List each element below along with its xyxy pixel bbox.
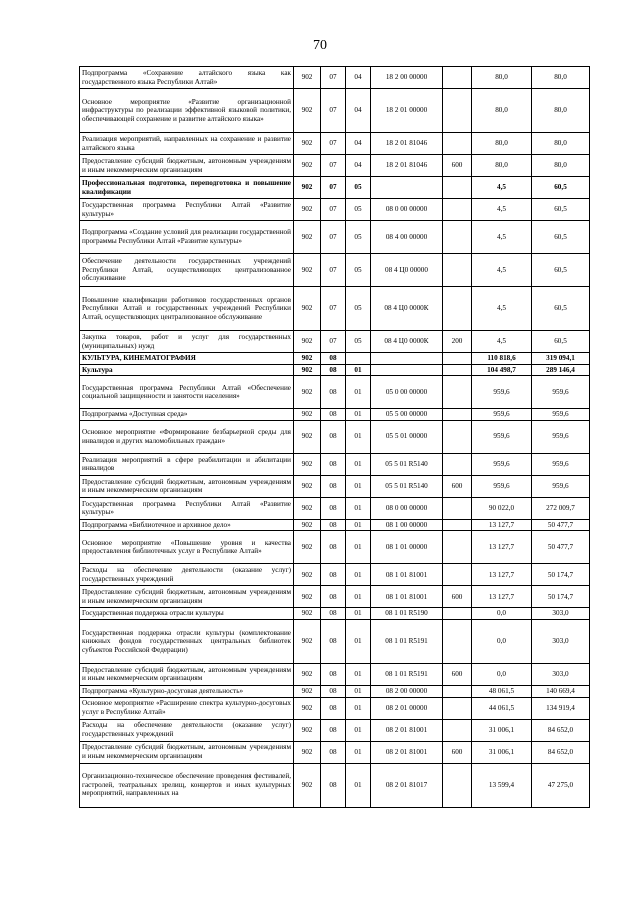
row-expense-type: 600 [443,741,472,763]
table-row [80,697,590,719]
row-amount-year1: 959,6 [472,376,532,409]
row-amount-year2: 50 477,7 [532,519,590,531]
row-target-article: 08 1 01 R5191 [371,663,443,685]
row-name: Культура [80,364,294,376]
row-target-article: 08 0 00 00000 [371,497,443,519]
row-admin-code: 902 [294,608,321,620]
row-subsection: 01 [346,663,371,685]
row-amount-year2: 60,5 [532,331,590,353]
row-expense-type [443,353,472,365]
row-amount-year2: 959,6 [532,376,590,409]
row-name: Подпрограмма «Создание условий для реализации государственной программы Республики Алтай «Развитие культуры» [80,221,294,254]
row-admin-code: 902 [294,685,321,697]
row-amount-year2: 84 652,0 [532,741,590,763]
table-row [80,155,590,177]
row-subsection [346,353,371,365]
row-amount-year1: 80,0 [472,155,532,177]
row-target-article: 18 2 00 00000 [371,67,443,89]
row-section: 08 [321,364,346,376]
table-row [80,763,590,807]
row-section: 07 [321,331,346,353]
table-row [80,586,590,608]
row-amount-year2: 60,5 [532,221,590,254]
row-subsection: 05 [346,331,371,353]
row-name: Профессиональная подготовка, переподготовка и повышение квалификации [80,177,294,199]
row-admin-code: 902 [294,763,321,807]
row-target-article: 08 2 00 00000 [371,685,443,697]
row-name: Государственная программа Республики Алтай «Развитие культуры» [80,199,294,221]
row-subsection: 01 [346,453,371,475]
row-expense-type [443,531,472,564]
table-row [80,221,590,254]
row-amount-year1: 110 818,6 [472,353,532,365]
row-amount-year2: 50 174,7 [532,564,590,586]
table-row [80,719,590,741]
row-amount-year2: 959,6 [532,475,590,497]
row-name: Реализация мероприятий, направленных на сохранение и развитие алтайского языка [80,133,294,155]
table-row [80,177,590,199]
table-row [80,67,590,89]
row-name: Организационно-техническое обеспечение проведения фестивалей, гастролей, театральных зрелищ, концертов и иных культурных мероприятий, направленных на [80,763,294,807]
table-row [80,741,590,763]
row-subsection: 05 [346,221,371,254]
row-expense-type: 600 [443,586,472,608]
row-subsection: 01 [346,519,371,531]
row-section: 08 [321,531,346,564]
table-row [80,453,590,475]
row-amount-year2: 134 919,4 [532,697,590,719]
row-section: 07 [321,67,346,89]
table-row [80,89,590,133]
row-expense-type [443,177,472,199]
row-expense-type [443,608,472,620]
table-row [80,497,590,519]
row-admin-code: 902 [294,564,321,586]
row-section: 08 [321,685,346,697]
row-admin-code: 902 [294,663,321,685]
table-row [80,287,590,331]
row-expense-type [443,763,472,807]
row-expense-type [443,564,472,586]
row-target-article: 08 1 01 00000 [371,531,443,564]
row-subsection: 01 [346,409,371,421]
row-name: Подпрограмма «Сохранение алтайского языка как государственного языка Республики Алтай» [80,67,294,89]
row-expense-type: 600 [443,155,472,177]
row-section: 08 [321,663,346,685]
row-amount-year1: 4,5 [472,287,532,331]
row-admin-code: 902 [294,133,321,155]
row-target-article: 08 2 01 00000 [371,697,443,719]
row-target-article: 05 5 01 00000 [371,420,443,453]
row-admin-code: 902 [294,586,321,608]
row-subsection: 05 [346,199,371,221]
row-expense-type [443,67,472,89]
row-subsection: 01 [346,497,371,519]
row-amount-year1: 0,0 [472,608,532,620]
row-amount-year1: 0,0 [472,619,532,663]
row-amount-year1: 959,6 [472,409,532,421]
table-row [80,519,590,531]
row-section: 08 [321,497,346,519]
row-target-article [371,364,443,376]
row-name: КУЛЬТУРА, КИНЕМАТОГРАФИЯ [80,353,294,365]
row-amount-year2: 303,0 [532,608,590,620]
row-expense-type [443,719,472,741]
row-name: Расходы на обеспечение деятельности (оказание услуг) государственных учреждений [80,719,294,741]
row-section: 08 [321,763,346,807]
table-row [80,353,590,365]
table-row [80,475,590,497]
row-target-article: 08 1 00 00000 [371,519,443,531]
row-amount-year2: 47 275,0 [532,763,590,807]
row-name: Государственная поддержка отрасли культуры [80,608,294,620]
row-amount-year2: 289 146,4 [532,364,590,376]
row-amount-year2: 319 094,1 [532,353,590,365]
table-row [80,420,590,453]
row-amount-year1: 13 127,7 [472,519,532,531]
table-row [80,133,590,155]
row-amount-year2: 84 652,0 [532,719,590,741]
row-target-article: 05 5 00 00000 [371,409,443,421]
row-name: Повышение квалификации работников государственных органов Республики Алтай и государственных учреждений Республики Алтай, осуществляющих централизованное обслуживание [80,287,294,331]
row-expense-type [443,254,472,287]
row-name: Предоставление субсидий бюджетным, автономным учреждениям и иным некоммерческим организациям [80,155,294,177]
row-admin-code: 902 [294,531,321,564]
row-amount-year1: 959,6 [472,475,532,497]
row-amount-year2: 959,6 [532,409,590,421]
row-amount-year2: 80,0 [532,89,590,133]
row-section: 08 [321,608,346,620]
row-section: 08 [321,409,346,421]
row-section: 07 [321,254,346,287]
row-admin-code: 902 [294,719,321,741]
row-amount-year2: 303,0 [532,619,590,663]
row-target-article: 08 1 01 R5191 [371,619,443,663]
row-amount-year1: 13 599,4 [472,763,532,807]
row-admin-code: 902 [294,697,321,719]
row-amount-year2: 60,5 [532,199,590,221]
row-target-article: 08 4 Ц0 0000К [371,331,443,353]
row-name: Подпрограмма «Культурно-досуговая деятельность» [80,685,294,697]
row-subsection: 01 [346,376,371,409]
row-expense-type [443,453,472,475]
row-amount-year1: 80,0 [472,67,532,89]
row-subsection: 01 [346,685,371,697]
row-name: Основное мероприятие «Расширение спектра культурно-досуговых услуг в Республике Алтай» [80,697,294,719]
row-subsection: 01 [346,475,371,497]
row-name: Предоставление субсидий бюджетным, автономным учреждениям и иным некоммерческим организациям [80,475,294,497]
row-admin-code: 902 [294,364,321,376]
row-amount-year2: 60,5 [532,254,590,287]
row-target-article: 05 5 01 R5140 [371,453,443,475]
row-amount-year2: 272 009,7 [532,497,590,519]
row-section: 07 [321,221,346,254]
row-target-article: 08 1 01 81001 [371,586,443,608]
row-admin-code: 902 [294,741,321,763]
row-target-article: 08 2 01 81001 [371,741,443,763]
row-section: 08 [321,719,346,741]
row-amount-year2: 959,6 [532,453,590,475]
table-row [80,564,590,586]
table-body [80,67,590,808]
row-name: Подпрограмма «Библиотечное и архивное дело» [80,519,294,531]
row-admin-code: 902 [294,420,321,453]
row-target-article: 18 2 01 00000 [371,89,443,133]
row-name: Подпрограмма «Доступная среда» [80,409,294,421]
row-amount-year2: 959,6 [532,420,590,453]
row-admin-code: 902 [294,376,321,409]
row-admin-code: 902 [294,89,321,133]
row-target-article: 08 4 Ц0 0000К [371,287,443,331]
row-amount-year1: 31 006,1 [472,719,532,741]
row-admin-code: 902 [294,475,321,497]
row-section: 07 [321,133,346,155]
row-subsection: 01 [346,697,371,719]
row-section: 07 [321,155,346,177]
row-admin-code: 902 [294,221,321,254]
table-row [80,685,590,697]
row-amount-year1: 4,5 [472,199,532,221]
row-admin-code: 902 [294,619,321,663]
row-target-article: 18 2 01 81046 [371,133,443,155]
row-section: 08 [321,453,346,475]
row-section: 07 [321,177,346,199]
row-admin-code: 902 [294,353,321,365]
table-row [80,619,590,663]
row-amount-year2: 50 174,7 [532,586,590,608]
row-subsection: 04 [346,89,371,133]
table-row [80,531,590,564]
row-name: Государственная поддержка отрасли культуры (комплектование книжных фондов государственных центральных библиотек субъектов Российской Федерации) [80,619,294,663]
row-target-article: 18 2 01 81046 [371,155,443,177]
row-section: 08 [321,741,346,763]
row-expense-type [443,133,472,155]
row-target-article: 08 4 Ц0 00000 [371,254,443,287]
table-row [80,409,590,421]
row-section: 07 [321,287,346,331]
table-row [80,376,590,409]
row-amount-year1: 959,6 [472,453,532,475]
row-expense-type [443,409,472,421]
row-target-article: 05 0 00 00000 [371,376,443,409]
row-subsection: 01 [346,763,371,807]
table-row [80,663,590,685]
row-expense-type: 600 [443,663,472,685]
table-row [80,331,590,353]
row-expense-type [443,420,472,453]
row-amount-year1: 0,0 [472,663,532,685]
row-subsection: 04 [346,155,371,177]
row-target-article: 08 2 01 81017 [371,763,443,807]
row-target-article: 08 1 01 R5190 [371,608,443,620]
row-amount-year2: 50 477,7 [532,531,590,564]
row-target-article [371,177,443,199]
row-amount-year2: 60,5 [532,177,590,199]
row-subsection: 01 [346,564,371,586]
row-name: Предоставление субсидий бюджетным, автономным учреждениям и иным некоммерческим организациям [80,741,294,763]
row-section: 08 [321,564,346,586]
row-expense-type: 200 [443,331,472,353]
row-section: 07 [321,89,346,133]
row-amount-year1: 4,5 [472,331,532,353]
row-amount-year1: 80,0 [472,89,532,133]
row-amount-year1: 80,0 [472,133,532,155]
row-amount-year1: 959,6 [472,420,532,453]
row-section: 07 [321,199,346,221]
row-amount-year1: 13 127,7 [472,586,532,608]
row-admin-code: 902 [294,155,321,177]
row-expense-type: 600 [443,475,472,497]
row-amount-year2: 140 669,4 [532,685,590,697]
row-admin-code: 902 [294,177,321,199]
row-amount-year1: 44 061,5 [472,697,532,719]
row-amount-year2: 80,0 [532,133,590,155]
row-expense-type [443,287,472,331]
budget-table [79,66,590,808]
row-section: 08 [321,376,346,409]
row-amount-year1: 13 127,7 [472,531,532,564]
row-admin-code: 902 [294,519,321,531]
row-subsection: 05 [346,287,371,331]
row-expense-type [443,376,472,409]
page-number: 70 [313,38,327,53]
table-row [80,199,590,221]
row-expense-type [443,519,472,531]
row-subsection: 05 [346,177,371,199]
row-subsection: 04 [346,133,371,155]
row-admin-code: 902 [294,331,321,353]
row-section: 08 [321,475,346,497]
row-amount-year2: 80,0 [532,155,590,177]
row-name: Предоставление субсидий бюджетным, автономным учреждениям и иным некоммерческим организациям [80,586,294,608]
row-name: Основное мероприятие «Развитие организационной инфраструктуры по реализации эффективной языковой политики, обеспечивающей сохранение и развитие алтайского языка» [80,89,294,133]
row-subsection: 01 [346,364,371,376]
row-subsection: 01 [346,619,371,663]
row-admin-code: 902 [294,497,321,519]
row-amount-year1: 4,5 [472,177,532,199]
row-section: 08 [321,697,346,719]
table-row [80,254,590,287]
row-name: Расходы на обеспечение деятельности (оказание услуг) государственных учреждений [80,564,294,586]
row-amount-year1: 31 006,1 [472,741,532,763]
row-target-article: 05 5 01 R5140 [371,475,443,497]
row-target-article: 08 0 00 00000 [371,199,443,221]
row-subsection: 01 [346,420,371,453]
row-subsection: 01 [346,586,371,608]
row-amount-year2: 303,0 [532,663,590,685]
row-target-article [371,353,443,365]
row-section: 08 [321,586,346,608]
row-section: 08 [321,619,346,663]
row-amount-year1: 4,5 [472,254,532,287]
row-admin-code: 902 [294,453,321,475]
row-section: 08 [321,519,346,531]
row-expense-type [443,364,472,376]
table-row [80,364,590,376]
row-section: 08 [321,353,346,365]
row-subsection: 01 [346,719,371,741]
row-admin-code: 902 [294,254,321,287]
row-expense-type [443,697,472,719]
row-amount-year1: 104 498,7 [472,364,532,376]
row-subsection: 01 [346,531,371,564]
table-row [80,608,590,620]
row-target-article: 08 1 01 81001 [371,564,443,586]
row-name: Предоставление субсидий бюджетным, автономным учреждениям и иным некоммерческим организациям [80,663,294,685]
row-name: Государственная программа Республики Алтай «Обеспечение социальной защищенности и занятости населения» [80,376,294,409]
row-name: Реализация мероприятий в сфере реабилитации и абилитации инвалидов [80,453,294,475]
row-amount-year2: 60,5 [532,287,590,331]
row-target-article: 08 4 00 00000 [371,221,443,254]
row-subsection: 01 [346,608,371,620]
row-admin-code: 902 [294,199,321,221]
row-subsection: 05 [346,254,371,287]
row-subsection: 01 [346,741,371,763]
row-expense-type [443,685,472,697]
row-name: Основное мероприятие «Повышение уровня и качества предоставления библиотечных услуг в Республике Алтай» [80,531,294,564]
row-amount-year1: 90 022,0 [472,497,532,519]
row-admin-code: 902 [294,67,321,89]
row-admin-code: 902 [294,287,321,331]
row-subsection: 04 [346,67,371,89]
row-name: Основное мероприятие «Формирование безбарьерной среды для инвалидов и других маломобильных граждан» [80,420,294,453]
row-name: Государственная программа Республики Алтай «Развитие культуры» [80,497,294,519]
row-expense-type [443,221,472,254]
row-section: 08 [321,420,346,453]
row-admin-code: 902 [294,409,321,421]
row-amount-year1: 13 127,7 [472,564,532,586]
row-name: Обеспечение деятельности государственных учреждений Республики Алтай, осуществляющих централизованное обслуживание [80,254,294,287]
row-expense-type [443,497,472,519]
row-expense-type [443,619,472,663]
row-name: Закупка товаров, работ и услуг для государственных (муниципальных) нужд [80,331,294,353]
row-expense-type [443,89,472,133]
row-target-article: 08 2 01 81001 [371,719,443,741]
row-amount-year1: 48 061,5 [472,685,532,697]
row-expense-type [443,199,472,221]
row-amount-year2: 80,0 [532,67,590,89]
row-amount-year1: 4,5 [472,221,532,254]
